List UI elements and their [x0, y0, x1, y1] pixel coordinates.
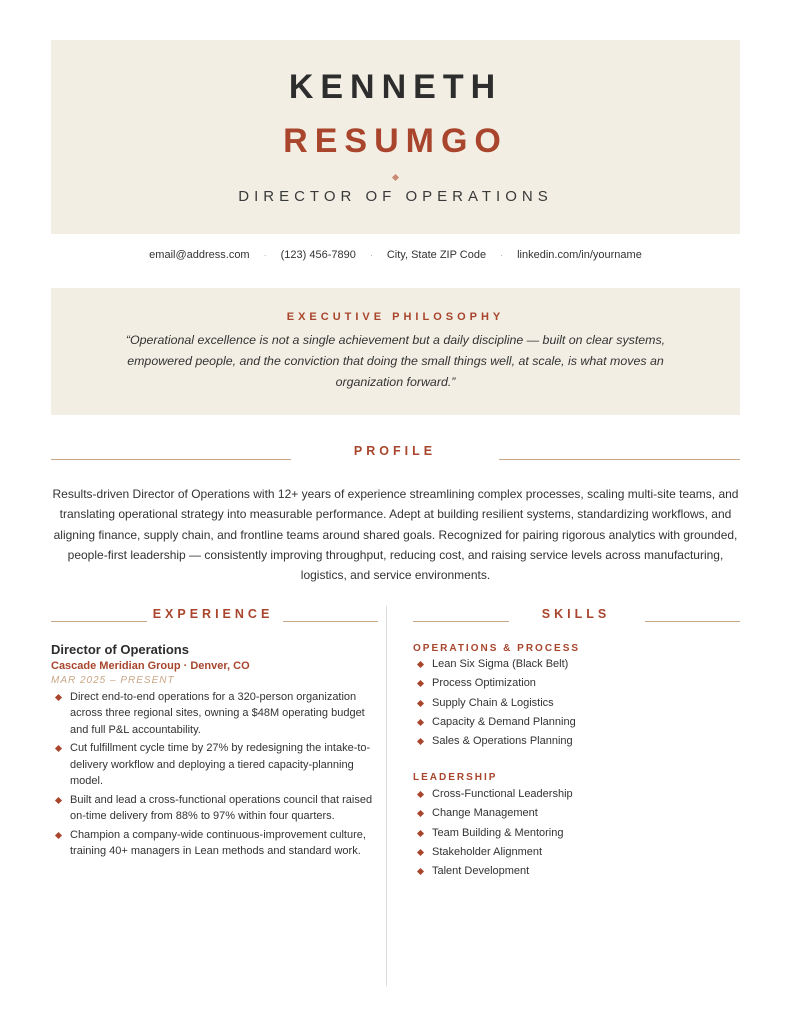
diamond-bullet-icon: [55, 694, 62, 701]
list-item: [51, 689, 381, 738]
list-item: [413, 674, 733, 693]
diamond-bullet-icon: [55, 797, 62, 804]
contact-separator: ·: [263, 250, 267, 260]
role-title: Director of Operations: [51, 642, 189, 657]
bullet-text: Built and lead a cross-functional operations council that raised on-time delivery from 88% to 97% within four quarters.: [70, 793, 373, 823]
philosophy-quote: “Operational excellence is not a single achievement but a daily discipline — built on clear systems, empowered people, and the conviction that doing the small things well, at scale, is what moves an organization forward.”: [125, 333, 666, 389]
skill-text: Supply Chain & Logistics: [432, 696, 554, 709]
list-item: [413, 713, 733, 732]
last-name: RESUMGO: [283, 122, 508, 160]
list-item: [413, 843, 733, 862]
profile-text: Results-driven Director of Operations with 12+ years of experience streamlining complex processes, scaling multi-site teams, and translating operational strategy into measurable performance. Adept at building resilient systems, standardizing workflows, and aligning finance, supply chain, and frontline teams around shared goals. Recognized for pairing rigorous analytics with grounded, people-first leadership — consistently improving throughput, reducing cost, and raising service levels across manufacturing, logistics, and service environments.: [52, 487, 739, 583]
diamond-bullet-icon: [417, 830, 424, 837]
diamond-bullet-icon: [55, 745, 62, 752]
contact-linkedin: linkedin.com/in/yourname: [517, 249, 642, 261]
skill-list-operations: [413, 655, 733, 751]
diamond-bullet-icon: [417, 868, 424, 875]
job-title: DIRECTOR OF OPERATIONS: [238, 188, 553, 205]
role-dates: MAR 2025 – PRESENT: [51, 675, 175, 686]
profile-rule-right: [499, 459, 740, 460]
diamond-ornament-icon: [392, 174, 399, 181]
skill-text: Lean Six Sigma (Black Belt): [432, 658, 569, 670]
first-name: KENNETH: [288, 68, 503, 106]
bullet-text: Cut fulfillment cycle time by 27% by redesigning the intake-to-delivery workflow and deploying a tiered capacity-planning model.: [70, 742, 371, 787]
skill-text: Team Building & Mentoring: [432, 826, 564, 839]
skill-list-leadership: [413, 785, 733, 881]
skill-group-title: OPERATIONS & PROCESS: [413, 643, 581, 654]
list-item: [51, 740, 381, 789]
contact-separator: ·: [369, 250, 373, 260]
diamond-bullet-icon: [417, 849, 424, 856]
contact-phone: (123) 456-7890: [280, 249, 356, 261]
contact-location: City, State ZIP Code: [386, 249, 487, 261]
skills-rule-right: [645, 621, 740, 622]
profile-heading: PROFILE: [353, 444, 437, 458]
contact-row: [51, 247, 740, 263]
diamond-bullet-icon: [417, 719, 424, 726]
contact-separator: ·: [500, 250, 504, 260]
skill-group-title: LEADERSHIP: [413, 772, 498, 783]
skill-text: Sales & Operations Planning: [432, 735, 573, 748]
experience-heading: EXPERIENCE: [152, 607, 274, 621]
skills-rule-left: [413, 621, 509, 622]
skill-text: Stakeholder Alignment: [432, 845, 543, 858]
list-item: [413, 785, 733, 804]
diamond-bullet-icon: [55, 832, 62, 839]
diamond-bullet-icon: [417, 680, 424, 687]
bullet-text: Champion a company-wide continuous-improvement culture, training 40+ managers in Lean methods and standard work.: [70, 828, 366, 858]
list-item: [51, 792, 381, 825]
diamond-bullet-icon: [417, 700, 424, 707]
header-band: [51, 40, 740, 234]
skill-text: Process Optimization: [432, 677, 536, 690]
experience-bullets: [51, 689, 381, 862]
diamond-bullet-icon: [417, 661, 424, 668]
diamond-bullet-icon: [417, 738, 424, 745]
contact-email: email@address.com: [149, 249, 250, 261]
profile-rule-left: [51, 459, 291, 460]
experience-rule-right: [283, 621, 378, 622]
list-item: [413, 824, 733, 843]
skills-heading: SKILLS: [541, 607, 611, 621]
skill-text: Change Management: [432, 807, 538, 820]
column-divider: [386, 606, 387, 986]
skill-text: Talent Development: [432, 865, 530, 878]
list-item: [413, 694, 733, 713]
skill-text: Cross-Functional Leadership: [432, 788, 573, 800]
diamond-bullet-icon: [417, 791, 424, 798]
list-item: [413, 732, 733, 751]
skill-text: Capacity & Demand Planning: [432, 715, 576, 728]
philosophy-heading: EXECUTIVE PHILOSOPHY: [286, 311, 505, 323]
diamond-bullet-icon: [417, 810, 424, 817]
bullet-text: Direct end-to-end operations for a 320-person organization across three regional sites, owning a $48M operating budget and full P&L accountability.: [70, 691, 365, 736]
philosophy-section: [51, 288, 740, 415]
list-item: [413, 655, 733, 674]
list-item: [51, 827, 381, 860]
list-item: [413, 862, 733, 881]
list-item: [413, 804, 733, 823]
experience-rule-left: [51, 621, 147, 622]
role-company: Cascade Meridian Group · Denver, CO: [51, 660, 250, 672]
